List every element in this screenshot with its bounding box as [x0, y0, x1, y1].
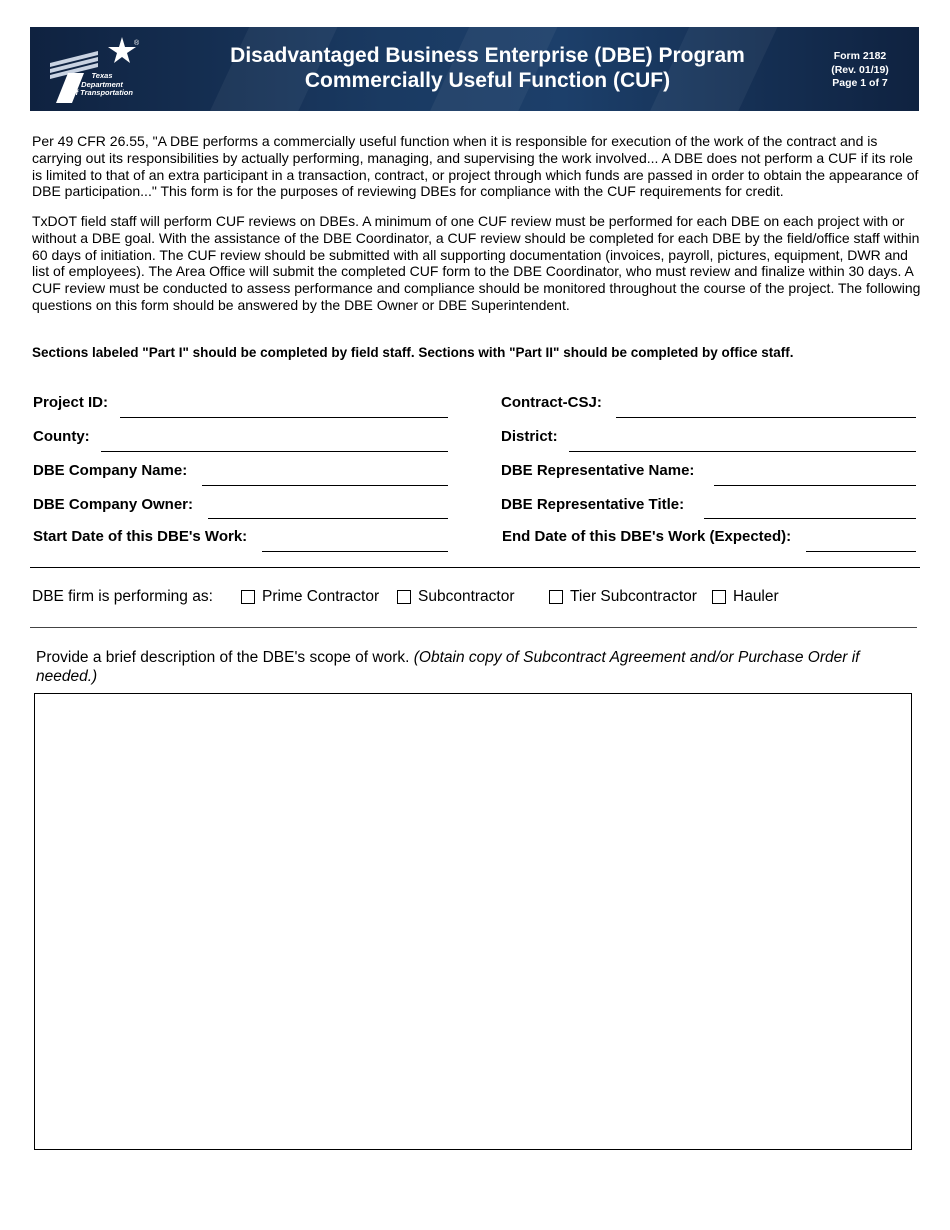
rep-name-label: DBE Representative Name: [501, 462, 695, 479]
section-divider [30, 627, 917, 628]
company-owner-field[interactable] [208, 518, 448, 519]
option-label: Prime Contractor [262, 588, 380, 605]
intro-paragraph-2: TxDOT field staff will perform CUF reviews on DBEs. A minimum of one CUF review must be performed for each DBE on each project with or without a DBE goal. With the assistance of the DBE Coordinator, a CUF review should be completed for each DBE by the field/office staff within 60 days of initiation. The CUF review should be submitted with all supporting documentation (invoices, payroll, pictures, equipment, DWR and list of employees). The Area Office will submit the completed CUF form to the DBE Coordinator, who must review and finalize within 30 days. A CUF review must be conducted to assess performance and compliance should be monitored throughout the course of the project. The following questions on this form should be answered by the DBE Owner or DBE Superintendent. [32, 213, 921, 313]
checkbox[interactable] [712, 590, 726, 604]
rep-name-field[interactable] [714, 485, 916, 486]
option-prime-contractor[interactable] [241, 588, 379, 606]
project-id-label: Project ID: [33, 394, 109, 411]
project-id-field[interactable] [120, 417, 448, 418]
form-number: Form 2182 [833, 50, 887, 62]
scope-prompt [36, 648, 896, 686]
logo-line-1: Texas [91, 71, 113, 80]
section-divider [30, 567, 920, 568]
end-date-field[interactable] [806, 551, 916, 552]
county-field[interactable] [101, 451, 448, 452]
logo-text [70, 72, 134, 98]
scope-prompt-note: (Obtain copy of Subcontract Agreement and/or Purchase Order if needed.) [36, 649, 860, 685]
option-label: Tier Subcontractor [570, 588, 697, 605]
form-revision: (Rev. 01/19) [831, 63, 889, 76]
logo-line-3: of Transportation [71, 88, 133, 97]
checkbox[interactable] [241, 590, 255, 604]
intro-paragraph-1: Per 49 CFR 26.55, "A DBE performs a commercially useful function when it is responsible for execution of the work of the contract and is carrying out its responsibilities by actually performing, managing, and supervising the work involved... A DBE does not perform a CUF if its role is limited to that of an extra participant in a transaction, contract, or project through which funds are passed in order to obtain the appearance of DBE participation..." This form is for the purposes of reviewing DBEs for compliance with the CUF requirements for credit. [32, 133, 919, 200]
contract-csj-field[interactable] [616, 417, 916, 418]
scope-prompt-text: Provide a brief description of the DBE's scope of work. [36, 649, 410, 666]
form-title [190, 43, 785, 93]
checkbox[interactable] [397, 590, 411, 604]
option-label: Subcontractor [418, 588, 515, 605]
title-line-2: Commercially Useful Function (CUF) [304, 69, 671, 92]
scope-of-work-textarea[interactable] [34, 693, 912, 1150]
start-date-field[interactable] [262, 551, 448, 552]
county-label: County: [33, 428, 90, 445]
company-owner-label: DBE Company Owner: [33, 496, 194, 513]
form-header [30, 27, 919, 111]
option-tier-subcontractor[interactable] [549, 588, 697, 606]
rep-title-field[interactable] [704, 518, 916, 519]
company-name-label: DBE Company Name: [33, 462, 188, 479]
option-subcontractor[interactable] [397, 588, 515, 606]
district-label: District: [501, 428, 558, 445]
title-line-1: Disadvantaged Business Enterprise (DBE) Program [230, 44, 745, 67]
option-label: Hauler [733, 588, 779, 605]
end-date-label: End Date of this DBE's Work (Expected): [502, 528, 792, 545]
option-hauler[interactable] [712, 588, 779, 606]
sections-note: Sections labeled "Part I" should be completed by field staff. Sections with "Part II" should be completed by office staff. [32, 345, 794, 360]
rep-title-label: DBE Representative Title: [501, 496, 685, 513]
page-number: Page 1 of 7 [832, 77, 888, 89]
logo-line-2: Department [81, 79, 123, 89]
performing-as-label: DBE firm is performing as: [32, 588, 213, 605]
district-field[interactable] [569, 451, 916, 452]
start-date-label: Start Date of this DBE's Work: [33, 528, 248, 545]
registered-mark: ® [134, 40, 140, 47]
company-name-field[interactable] [202, 485, 448, 486]
contract-csj-label: Contract-CSJ: [501, 394, 602, 411]
form-info [815, 50, 905, 91]
checkbox[interactable] [549, 590, 563, 604]
